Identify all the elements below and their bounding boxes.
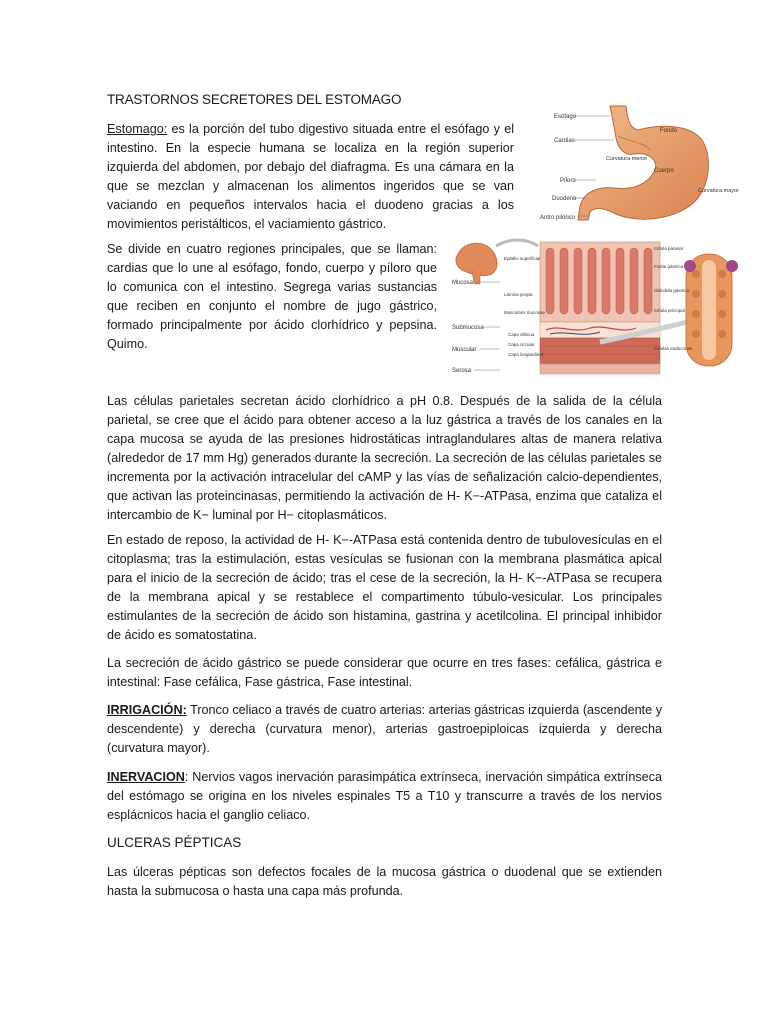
section-title-ulceras: ULCERAS PÉPTICAS xyxy=(107,835,242,850)
intro-label: Estomago: xyxy=(107,122,168,136)
label-principal: Célula principal xyxy=(654,308,685,313)
innervation-label: INERVACION xyxy=(107,770,185,784)
label-oblicua: Capa oblicua xyxy=(508,332,535,337)
stomach-illustration xyxy=(534,102,739,230)
layer-muscular: Muscular xyxy=(452,347,477,353)
irrigation-label: IRRIGACIÓN: xyxy=(107,703,187,717)
label-piloro: Píloro xyxy=(560,178,576,184)
label-fosita: Fosita gástrica xyxy=(654,264,684,269)
label-circular: Capa circular xyxy=(508,342,535,347)
intro-paragraph xyxy=(107,120,514,234)
innervation-text: : Nervios vagos inervación parasimpática extrínseca, inervación simpática extrínseca del estómago se origina en los niveles espinales T5 a T10 y transcurre a través de los nervios esplácnicos hacia el ganglio celiaco. xyxy=(107,770,662,822)
label-duodeno: Duodeno xyxy=(552,196,577,202)
label-esofago: Esófago xyxy=(554,114,577,120)
label-muscularis: Muscularis mucosae xyxy=(504,310,546,315)
label-glandula: Glándula gástrica xyxy=(654,288,690,293)
label-cuerpo: Cuerpo xyxy=(654,168,674,174)
paragraph-irrigation xyxy=(107,701,662,758)
paragraph-parietal-cells: Las células parietales secretan ácido clorhídrico a pH 0.8. Después de la salida de la célula parietal, se cree que el ácido para obtener acceso a la luz gástrica a través de los canales en la capa mucosa se ayuda de las presiones hidrostáticas intraglandulares altas de manera relativa (alrededor de 17 mm Hg) generados durante la secreción. La secreción de las células parietales se incrementa por la activación intracelular del cAMP y las vías de señalización calcio-dependientes, que activan las proteincinasas, permitiendo la activación de H- K−-ATPasa, enzima que cataliza el intercambio de K− luminal por H− citoplasmáticos. xyxy=(107,394,662,522)
label-epitelio: Epitelio superficial xyxy=(504,256,541,261)
label-lamina: Lámina propia xyxy=(504,292,533,297)
label-parietal: Célula parietal xyxy=(654,246,683,251)
label-fondo: Fondo xyxy=(660,128,678,134)
paragraph-phases: La secreción de ácido gástrico se puede considerar que ocurre en tres fases: cefálica, gástrica e intestinal: Fase cefálica, Fase gástrica, Fase intestinal. xyxy=(107,656,662,689)
irrigation-text: Tronco celiaco a través de cuatro arterias: arterias gástricas izquierda (ascendente y descendente) y derecha (curvatura menor), arterias gastroepiploicas izquierda y derecha (curvatura mayor). xyxy=(107,703,662,755)
paragraph-innervation xyxy=(107,768,662,825)
label-curvatura-menor: Curvatura menor xyxy=(606,156,648,162)
layer-submucosa: Submucosa xyxy=(452,325,484,331)
layer-mucosa: Mucosa xyxy=(452,280,474,286)
paragraph-ulcers: Las úlceras pépticas son defectos focales de la mucosa gástrica o duodenal que se extienden hasta la submucosa o hasta una capa más profunda. xyxy=(107,865,662,898)
page-title: TRASTORNOS SECRETORES DEL ESTOMAGO xyxy=(107,92,402,107)
label-curvatura-mayor: Curvatura mayor xyxy=(698,188,739,194)
gastric-wall-illustration xyxy=(450,234,756,384)
layer-serosa: Serosa xyxy=(452,368,472,374)
regions-paragraph: Se divide en cuatro regiones principales, que se llaman: cardias que lo une al esófago, fondo, cuerpo y píloro que lo comunica con el intestino. Segrega varias sustancias que reciben en conjunto el nombre de jugo gástrico, formado principalmente por ácido clorhídrico y pepsina. Quimo. xyxy=(107,242,437,351)
label-cardias: Cardias xyxy=(554,138,575,144)
label-antro: Antro pilórico xyxy=(540,215,576,221)
paragraph-resting-state: En estado de reposo, la actividad de H- K−-ATPasa está contenida dentro de tubulovesículas en el citoplasma; tras la estimulación, estas vesículas se fusionan con la membrana plasmática apical para el inicio de la secreción de ácido; tras el cese de la secreción, la H- K−-ATPasa se recupera de la membrana apical y se restablece el compartimento túbulo-vesicular. Los principales estimulantes de la secreción de ácido son histamina, gastrina y acetilcolina. El principal inhibidor de ácido es somatostatina. xyxy=(107,533,662,642)
label-endocrinas: Células endocrinas xyxy=(654,346,693,351)
intro-text: es la porción del tubo digestivo situada entre el esófago y el intestino. En la especie humana se localiza en la región superior izquierda del abdomen, por debajo del diafragma. Es una cámara en la que se mezclan y almacenan los alimentos ingeridos que se van vaciando en pequeños intervalos hacia el duodeno gracias a los movimientos peristálticos, el vaciamiento gástrico. xyxy=(107,122,514,231)
label-longitudinal: Capa longitudinal xyxy=(508,352,543,357)
